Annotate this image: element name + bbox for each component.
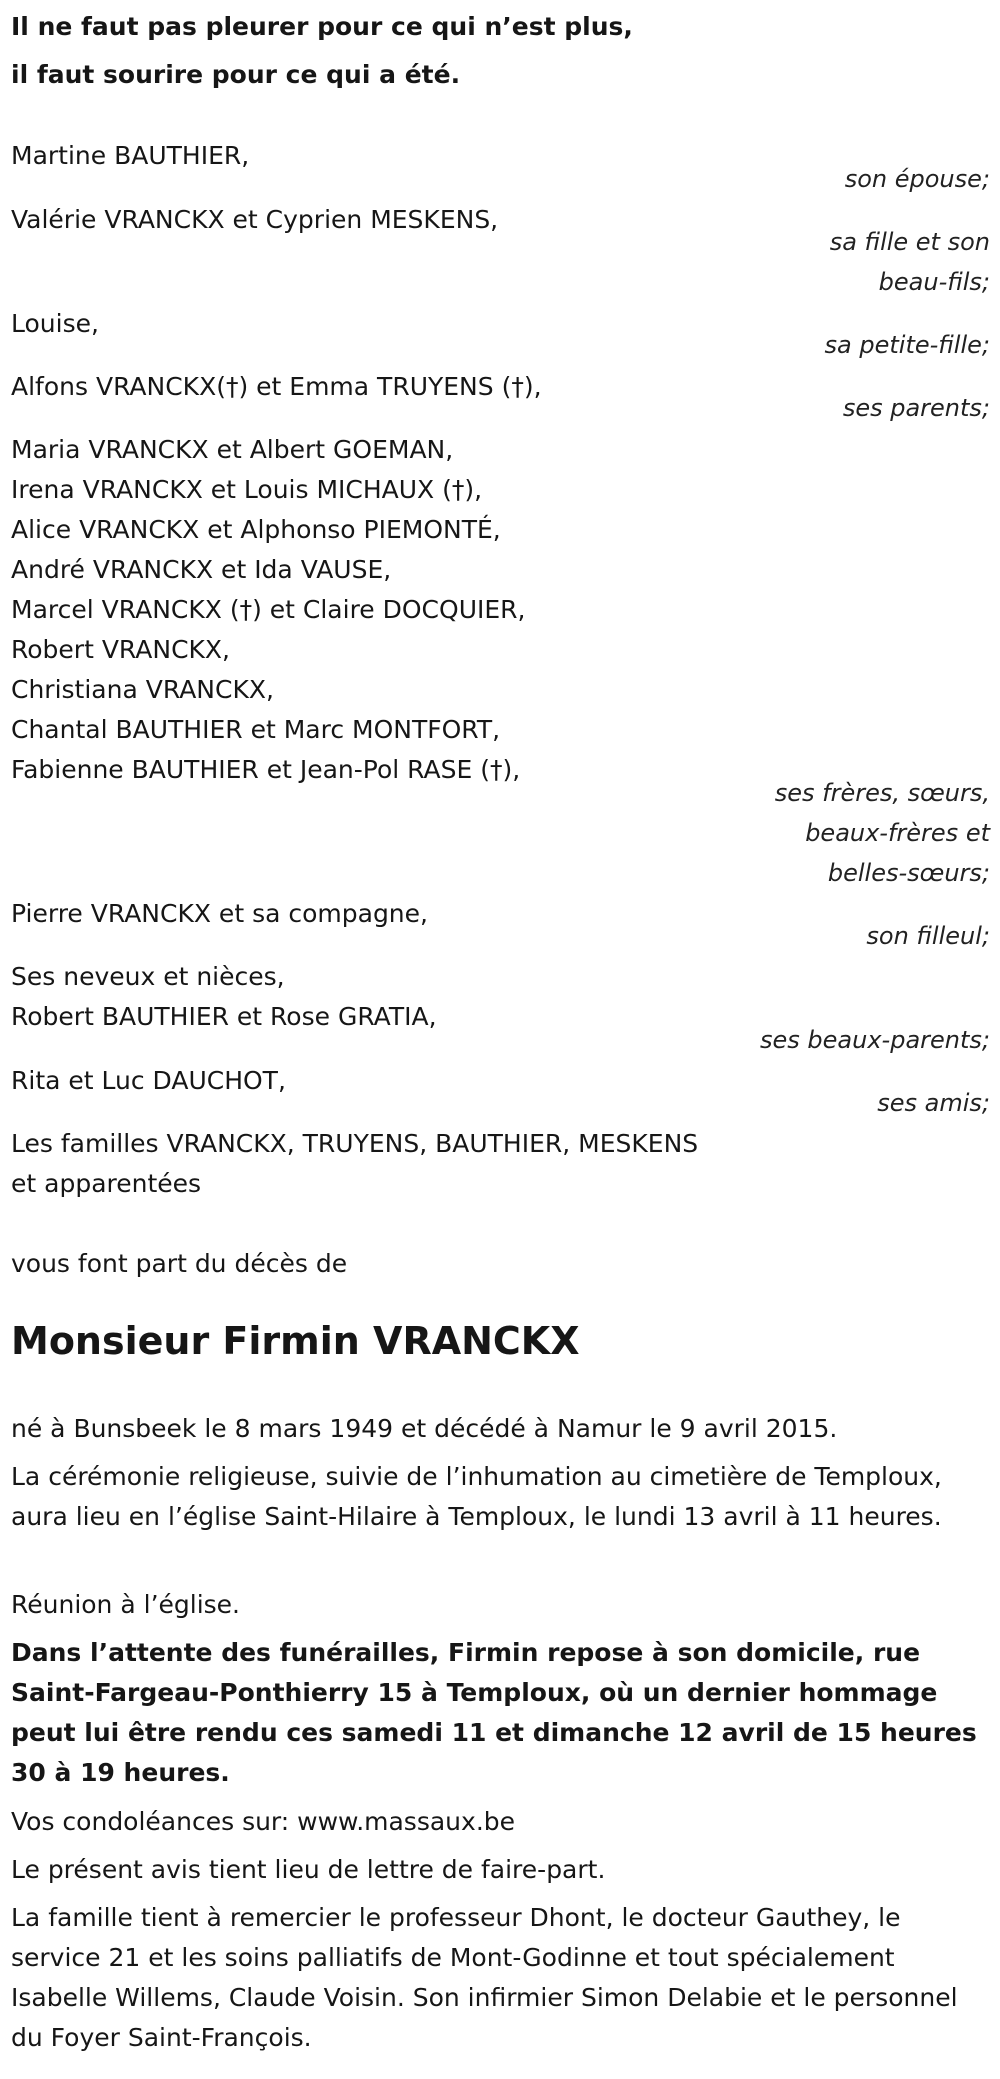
relation-label: beaux-frères et xyxy=(805,819,990,847)
viewing-info: Dans l’attente des funérailles, Firmin repose à son domicile, rue Saint-Fargeau-Ponthierry 15 à Temploux, où un dernier hommage peut lui être rendu ces samedi 11 et dimanche 12 avril de 15 heures 30 à 19 heures. xyxy=(11,1638,977,1787)
family-name: Les familles VRANCKX, TRUYENS, BAUTHIER, MESKENS xyxy=(11,1129,699,1158)
relation-label: ses beaux-parents; xyxy=(760,1026,990,1054)
relation-label: sa petite-fille; xyxy=(824,331,990,359)
relation-label: son filleul; xyxy=(866,922,990,950)
family-name: Alice VRANCKX et Alphonso PIEMONTÉ, xyxy=(11,515,501,544)
family-name: Alfons VRANCKX(†) et Emma TRUYENS (†), xyxy=(11,372,542,401)
relation-label: sa fille et son xyxy=(829,228,990,256)
family-name: Louise, xyxy=(11,309,99,338)
family-name: Robert BAUTHIER et Rose GRATIA, xyxy=(11,1002,437,1031)
family-name: Pierre VRANCKX et sa compagne, xyxy=(11,899,428,928)
quote-line-2: il faut sourire pour ce qui a été. xyxy=(11,60,461,89)
birth-death-info: né à Bunsbeek le 8 mars 1949 et décédé à Namur le 9 avril 2015. xyxy=(11,1414,838,1443)
family-name: Valérie VRANCKX et Cyprien MESKENS, xyxy=(11,205,499,234)
family-name: Robert VRANCKX, xyxy=(11,635,231,664)
family-name: Christiana VRANCKX, xyxy=(11,675,274,704)
reunion-info: Réunion à l’église. xyxy=(11,1590,241,1619)
ceremony-info: La cérémonie religieuse, suivie de l’inhumation au cimetière de Temploux, aura lieu en l’église Saint-Hilaire à Temploux, le lundi 13 avril à 11 heures. xyxy=(11,1462,942,1531)
notice-statement: Le présent avis tient lieu de lettre de faire-part. xyxy=(11,1855,606,1884)
family-name: Marcel VRANCKX (†) et Claire DOCQUIER, xyxy=(11,595,526,624)
family-name: André VRANCKX et Ida VAUSE, xyxy=(11,555,392,584)
relation-label: ses frères, sœurs, xyxy=(774,779,990,807)
deceased-name: Monsieur Firmin VRANCKX xyxy=(11,1319,580,1363)
relation-label: ses amis; xyxy=(877,1089,990,1117)
family-name: et apparentées xyxy=(11,1169,202,1198)
relation-label: son épouse; xyxy=(844,165,990,193)
family-name: Maria VRANCKX et Albert GOEMAN, xyxy=(11,435,454,464)
family-name: Fabienne BAUTHIER et Jean-Pol RASE (†), xyxy=(11,755,521,784)
family-name: Irena VRANCKX et Louis MICHAUX (†), xyxy=(11,475,483,504)
family-name: Martine BAUTHIER, xyxy=(11,141,250,170)
thanks-paragraph: La famille tient à remercier le professeur Dhont, le docteur Gauthey, le service 21 et les soins palliatifs de Mont-Godinne et tout spécialement Isabelle Willems, Claude Voisin. Son infirmier Simon Delabie et le personnel du Foyer Saint-François. xyxy=(11,1903,958,2052)
relation-label: ses parents; xyxy=(842,394,990,422)
condolences-info: Vos condoléances sur: www.massaux.be xyxy=(11,1807,516,1836)
relation-label: belles-sœurs; xyxy=(827,859,990,887)
family-name: Rita et Luc DAUCHOT, xyxy=(11,1066,286,1095)
family-name: Ses neveux et nièces, xyxy=(11,962,285,991)
relation-label: beau-fils; xyxy=(878,268,990,296)
family-name: Chantal BAUTHIER et Marc MONTFORT, xyxy=(11,715,501,744)
announcement-text: vous font part du décès de xyxy=(11,1249,348,1278)
quote-line-1: Il ne faut pas pleurer pour ce qui n’est plus, xyxy=(11,12,633,41)
